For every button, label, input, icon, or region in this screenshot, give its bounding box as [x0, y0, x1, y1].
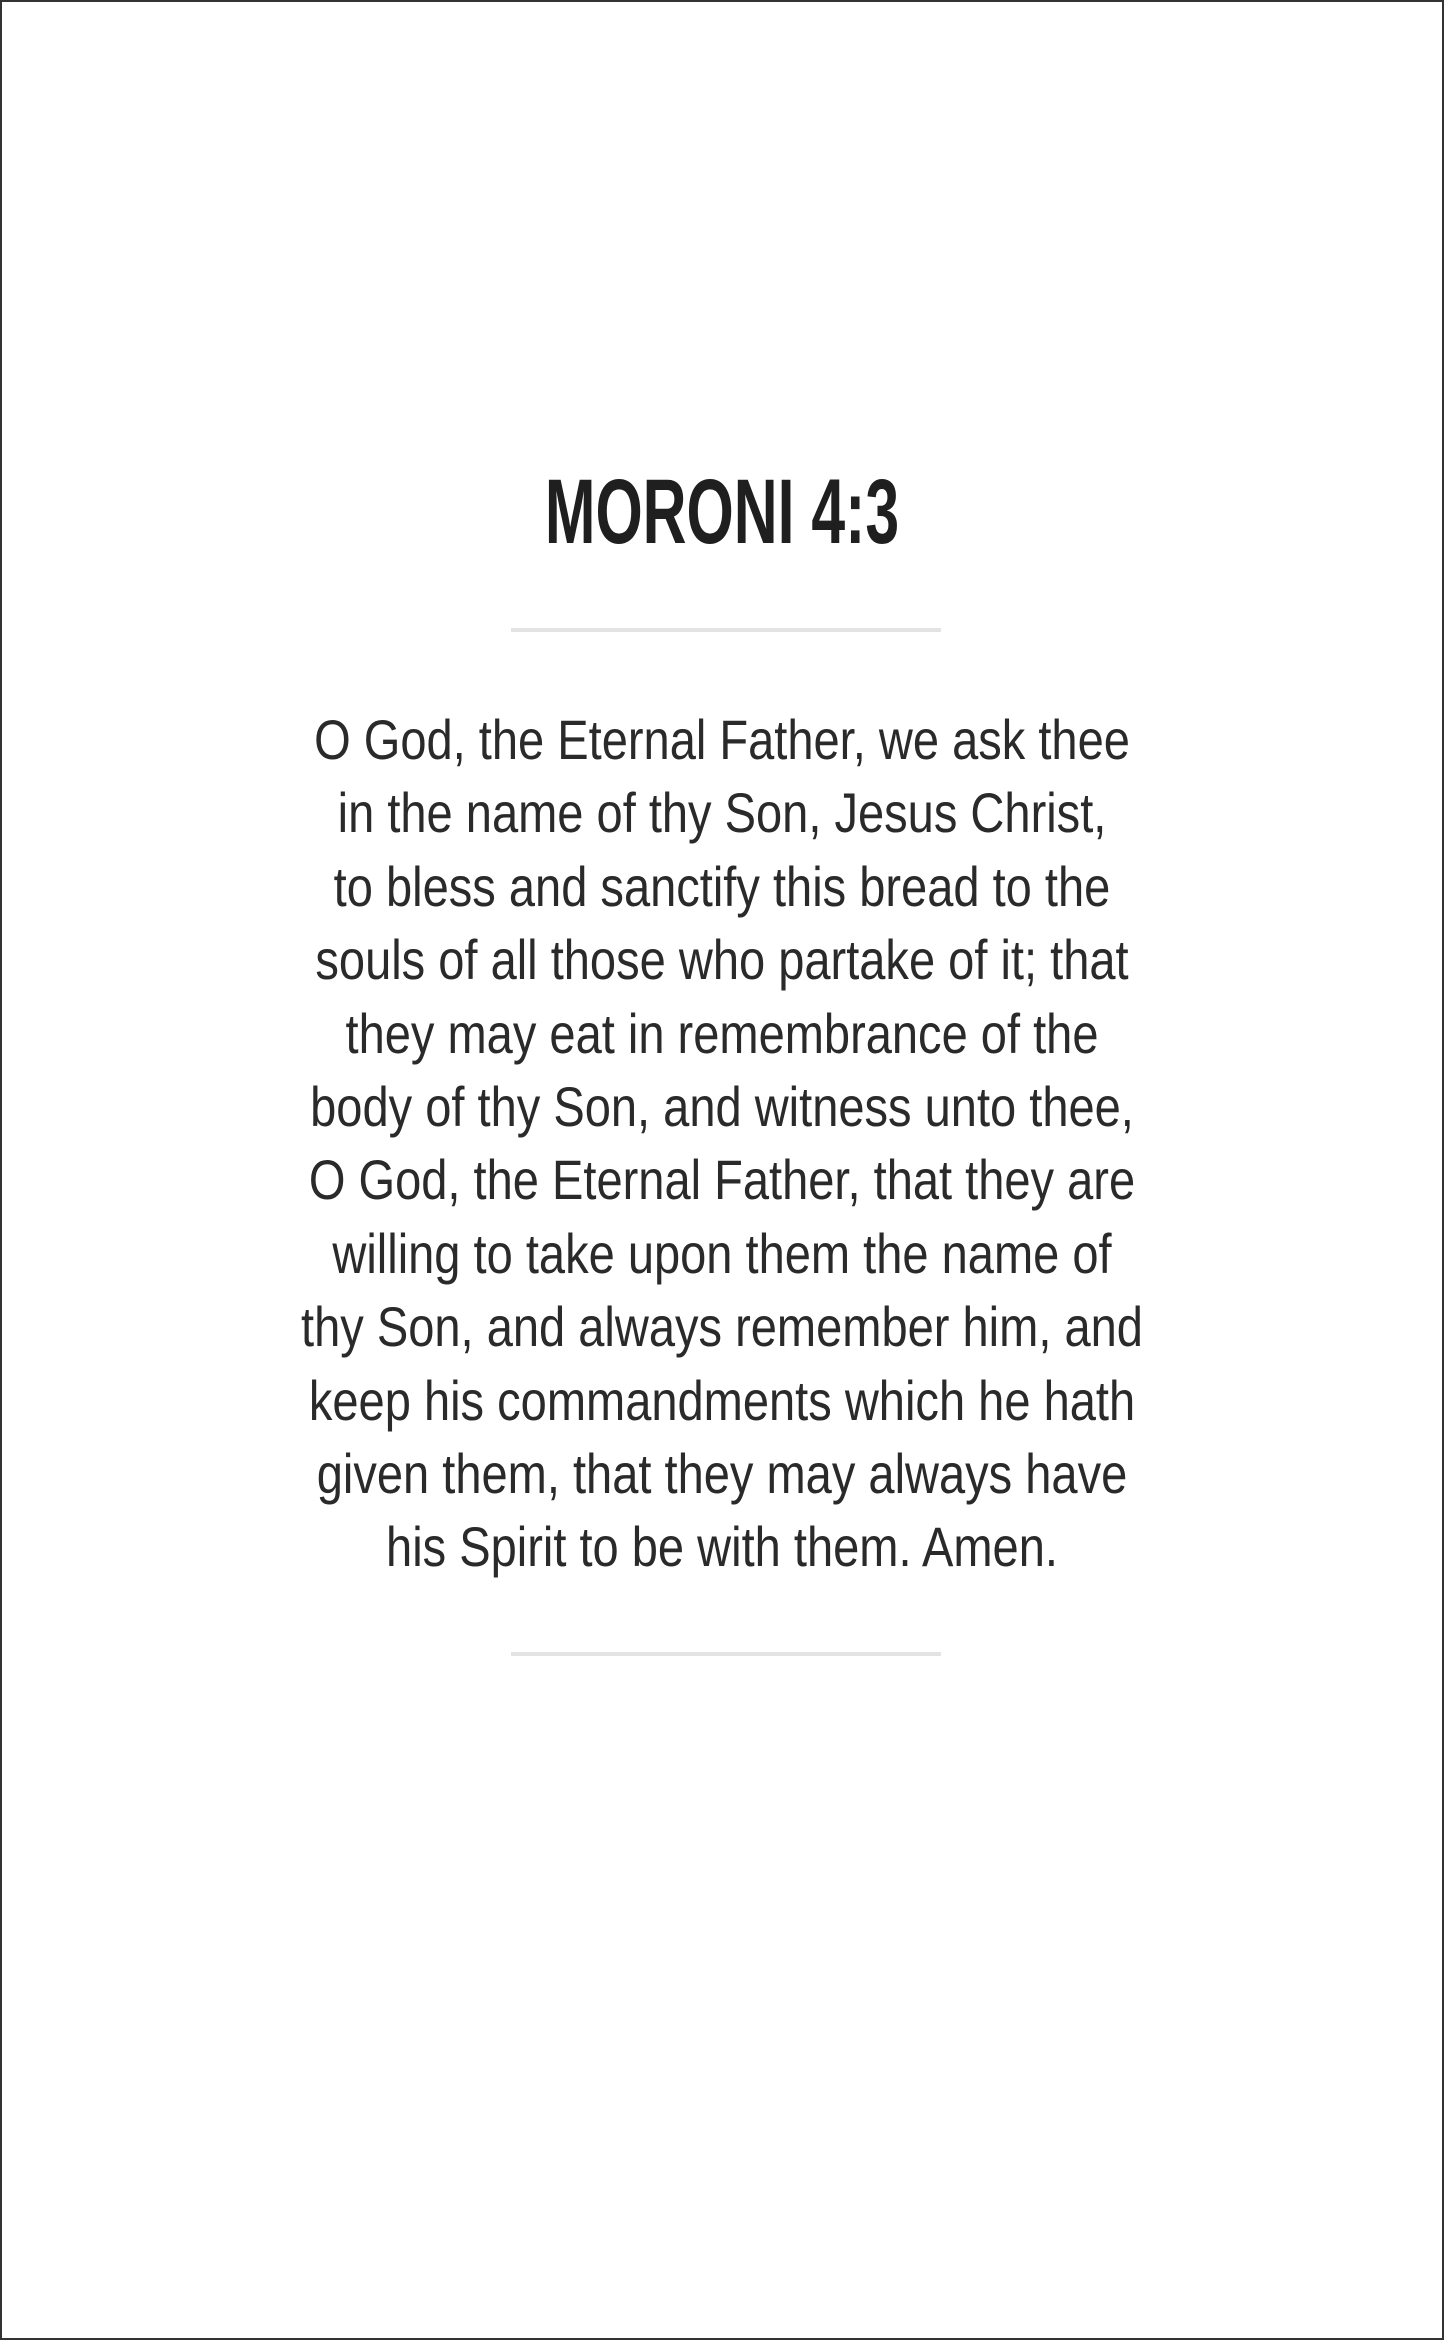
- verse-line: keep his commandments which he hath: [308, 1368, 1136, 1432]
- scripture-reference-title: MORONI 4:3: [544, 461, 900, 563]
- verse-line: souls of all those who partake of it; that: [315, 928, 1129, 992]
- verse-line: willing to take upon them the name of: [332, 1221, 1112, 1285]
- top-divider: [511, 628, 941, 632]
- bottom-divider: [511, 1652, 941, 1656]
- verse-line: in the name of thy Son, Jesus Christ,: [337, 781, 1107, 845]
- verse-line: his Spirit to be with them. Amen.: [386, 1515, 1058, 1579]
- verse-line: O God, the Eternal Father, that they are: [308, 1148, 1136, 1212]
- verse-line: given them, that they may always have: [316, 1442, 1128, 1506]
- verse-line: they may eat in remembrance of the: [345, 1001, 1099, 1065]
- verse-text: [2, 703, 1442, 1584]
- verse-line: O God, the Eternal Father, we ask thee: [314, 708, 1130, 771]
- verse-line: thy Son, and always remember him, and: [301, 1295, 1143, 1359]
- verse-line: body of thy Son, and witness unto thee,: [310, 1075, 1134, 1139]
- verse-line: to bless and sanctify this bread to the: [333, 854, 1111, 918]
